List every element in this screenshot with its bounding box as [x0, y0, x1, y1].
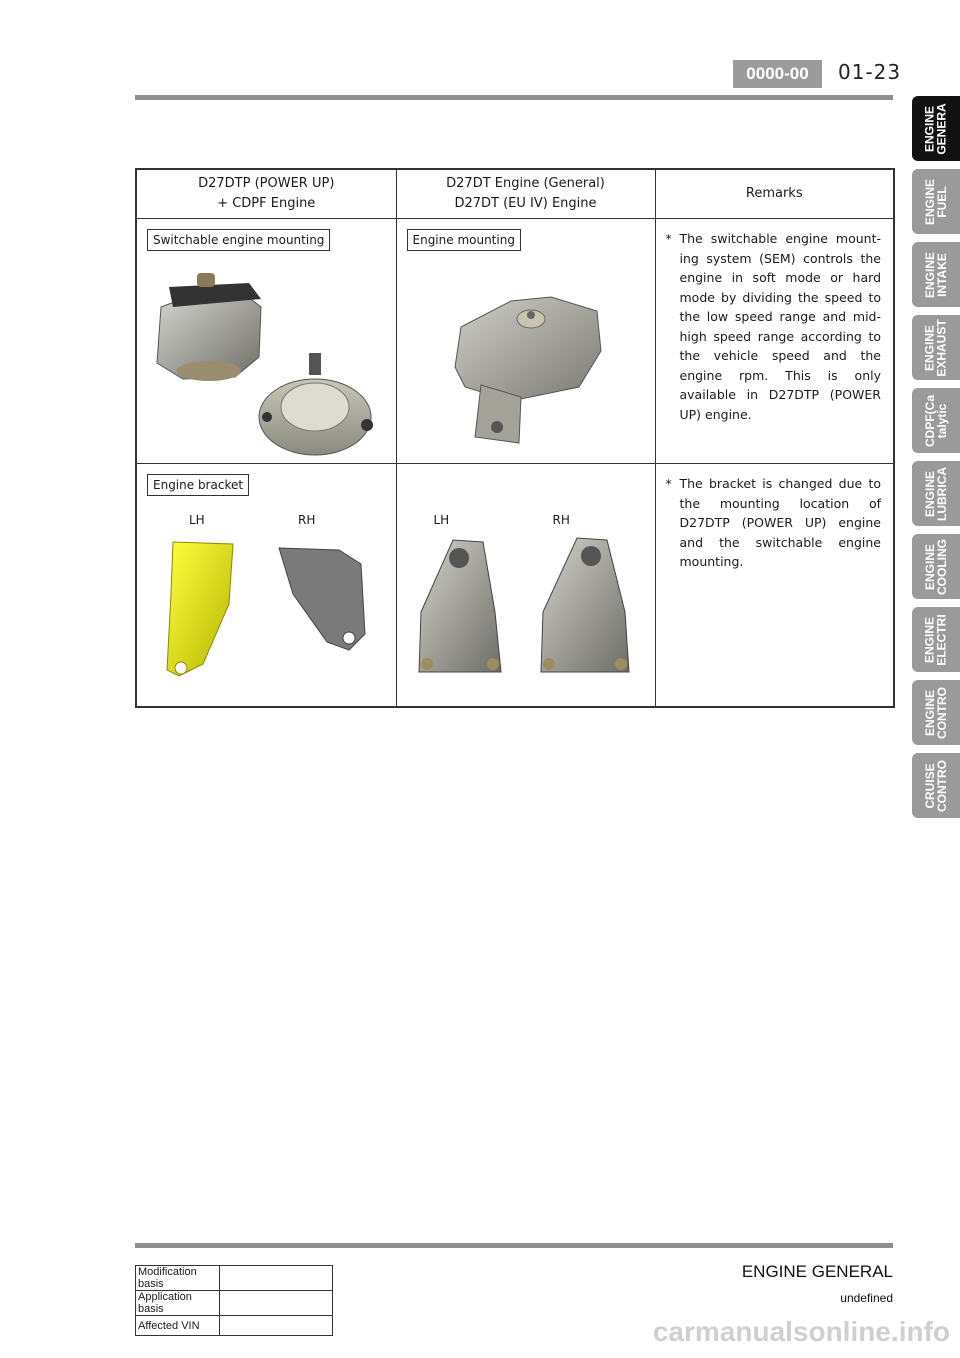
remark-bracket — [656, 464, 894, 572]
tab-engine-fuel[interactable] — [912, 169, 960, 234]
header-line: + CDPF Engine — [217, 196, 316, 211]
tab-label: ENGINE INTAKE — [922, 251, 949, 298]
cell-remark-bracket — [655, 464, 894, 708]
engine-mount-label: Engine mounting — [407, 229, 521, 251]
engine-bracket-label: Engine bracket — [147, 474, 249, 496]
tab-engine-general[interactable] — [912, 96, 960, 161]
tab-label: ENGINE ELECTRI — [923, 613, 949, 666]
modification-table — [135, 1265, 333, 1336]
tab-engine-cooling[interactable] — [912, 534, 960, 599]
col-header-d27dtp — [136, 169, 396, 219]
comparison-table — [135, 168, 895, 708]
footer-subtitle: undefined — [840, 1291, 893, 1305]
col-header-d27dt — [396, 169, 655, 219]
section-code-badge: 0000-00 — [733, 60, 822, 88]
cell-engine-bracket-new — [136, 464, 396, 708]
tab-label: CDPF(Ca talytic — [923, 394, 950, 447]
application-basis-value — [220, 1291, 333, 1316]
affected-vin-label: Affected VIN — [136, 1316, 220, 1336]
cell-remark-mount — [655, 219, 894, 464]
header-divider — [135, 95, 893, 100]
footer-divider — [135, 1243, 893, 1248]
bullet-star: * — [665, 476, 672, 491]
tab-label: ENGINE FUEL — [922, 178, 949, 225]
remark-mount-text: The switchable engine mount-ing system (SEM) controls the engine in soft mode or hard mode by dividing the speed to the low speed range and mid-high speed range according to the vehicle speed and the engine rpm. This is only available in D27DTP (POWER UP) engine. — [679, 231, 881, 422]
tab-label: CRUISE CONTRO — [923, 759, 949, 812]
header-line: D27DT Engine (General) — [446, 176, 605, 191]
switchable-mount-image — [143, 267, 393, 457]
modification-basis-label: Modification basis — [136, 1266, 220, 1291]
bracket-lh-label: LH — [189, 513, 205, 527]
engine-mount-image — [401, 267, 651, 457]
bracket-image-old — [401, 532, 651, 692]
tab-label: ENGINE GENERA — [923, 102, 949, 155]
bracket-rh-label: RH — [552, 513, 570, 527]
remark-mount — [656, 219, 894, 424]
tab-cdpf[interactable] — [912, 388, 960, 453]
col-header-remarks: Remarks — [655, 169, 894, 219]
bracket-image-new — [143, 534, 393, 694]
header-line: D27DTP (POWER UP) — [198, 176, 335, 191]
bracket-lh-label: LH — [433, 513, 450, 527]
tab-engine-lubrication[interactable] — [912, 461, 960, 526]
footer-section-title: ENGINE GENERAL — [741, 1262, 893, 1281]
bullet-star: * — [665, 231, 672, 246]
cell-engine-bracket-old — [396, 464, 655, 708]
affected-vin-value — [220, 1316, 333, 1336]
tab-engine-exhaust[interactable] — [912, 315, 960, 380]
application-basis-label: Application basis — [136, 1291, 220, 1316]
switchable-mount-label: Switchable engine mounting — [147, 229, 330, 251]
modification-basis-value — [220, 1266, 333, 1291]
cell-switchable-mount — [136, 219, 396, 464]
bracket-rh-label: RH — [298, 513, 316, 527]
watermark: carmanualsonline.info — [652, 1316, 950, 1347]
cell-engine-mount — [396, 219, 655, 464]
page-number: 01-23 — [838, 60, 902, 84]
tab-engine-electrical[interactable] — [912, 607, 960, 672]
tab-engine-intake[interactable] — [912, 242, 960, 307]
remark-bracket-text: The bracket is changed due to the mounting location of D27DTP (POWER UP) engine and the switchable engine mounting. — [679, 476, 881, 569]
tab-label: ENGINE CONTRO — [923, 686, 949, 739]
tab-label: ENGINE EXHAUST — [923, 318, 949, 377]
tab-label: ENGINE LUBRICA — [923, 466, 949, 521]
tab-cruise-control[interactable] — [912, 753, 960, 818]
tab-engine-control[interactable] — [912, 680, 960, 745]
tab-label: ENGINE COOLING — [923, 538, 949, 595]
header-line: D27DT (EU IV) Engine — [454, 196, 597, 211]
